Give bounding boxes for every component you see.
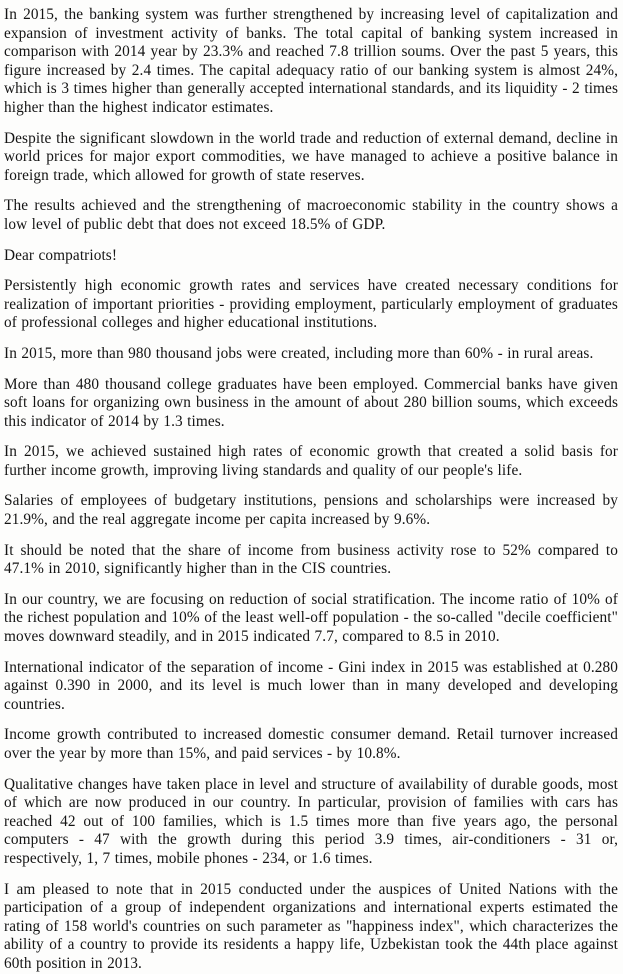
paragraph-jobs-created: In 2015, more than 980 thousand jobs were created, including more than 60% - in rural areas. — [4, 344, 594, 362]
paragraph-economic-growth: In 2015, we achieved sustained high rates of economic growth that created a solid basis for further income growth, improving living standards and quality of our people's life. — [4, 443, 618, 479]
paragraph-happiness-index: I am pleased to note that in 2015 conducted under the auspices of United Nations with the participation of a group of independent organizations and international experts estimated the rating of 158 world's countries on such parameter as "happiness index", which characterizes the ability of a country to provide its residents a happy life, Uzbekistan took the 44th place against 60th position in 2013. — [4, 880, 618, 972]
paragraph-gini-index: International indicator of the separation of income - Gini index in 2015 was established at 0.280 against 0.390 in 2000, and its level is much lower than in many developed and developing countries. — [4, 658, 618, 713]
paragraph-banking-system: In 2015, the banking system was further strengthened by increasing level of capitalization and expansion of investment activity of banks. The total capital of banking system increased in comparison with 2014 year by 23.3% and reached 7.8 trillion soums. Over the past 5 years, this figure increased by 2.4 times. The capital adequacy ratio of our banking system is almost 24%, which is 3 times higher than generally accepted international standards, and its liquidity - 2 times higher than the highest indicator estimates. — [4, 6, 618, 116]
paragraph-salaries-pensions: Salaries of employees of budgetary institutions, pensions and scholarships were increased by 21.9%, and the real aggregate income per capita increased by 9.6%. — [4, 492, 618, 529]
paragraph-decile-coefficient: In our country, we are focusing on reduction of social stratification. The income ratio of 10% of the richest population and 10% of the least well-off population - the so-called "decile coefficient" moves downward steadily, and in 2015 indicated 7.7, compared to 8.5 in 2010. — [4, 590, 618, 646]
paragraph-foreign-trade: Despite the significant slowdown in the world trade and reduction of external demand, decline in world prices for major export commodities, we have managed to achieve a positive balance in foreign trade, which allowed for growth of state reserves. — [4, 129, 618, 184]
paragraph-employment-priorities: Persistently high economic growth rates and services have created necessary conditions for realization of important priorities - providing employment, particularly employment of graduates of professional colleges and higher educational institutions. — [4, 277, 618, 332]
paragraph-public-debt: The results achieved and the strengthening of macroeconomic stability in the country shows a low level of public debt that does not exceed 18.5% of GDP. — [4, 197, 618, 233]
paragraph-retail-turnover: Income growth contributed to increased domestic consumer demand. Retail turnover increased over the year by more than 15%, and paid services - by 10.8%. — [4, 726, 618, 762]
paragraph-business-income-share: It should be noted that the share of income from business activity rose to 52% compared to 47.1% in 2010, significantly higher than in the CIS countries. — [4, 541, 618, 578]
paragraph-durable-goods: Qualitative changes have taken place in level and structure of availability of durable goods, most of which are now produced in our country. In particular, provision of families with cars has reached 42 out of 100 families, which is 1.5 times more than five years ago, the personal computers - 47 with the growth during this period 3.9 times, air-conditioners - 31 or, respectively, 1, 7 times, mobile phones - 234, or 1.6 times. — [4, 775, 618, 867]
salutation-paragraph: Dear compatriots! — [4, 246, 118, 264]
paragraph-college-graduates: More than 480 thousand college graduates have been employed. Commercial banks have given soft loans for organizing own business in the amount of about 280 billion soums, which exceeds this indicator of 2014 by 1.3 times. — [4, 375, 618, 430]
document-body — [4, 6, 618, 974]
